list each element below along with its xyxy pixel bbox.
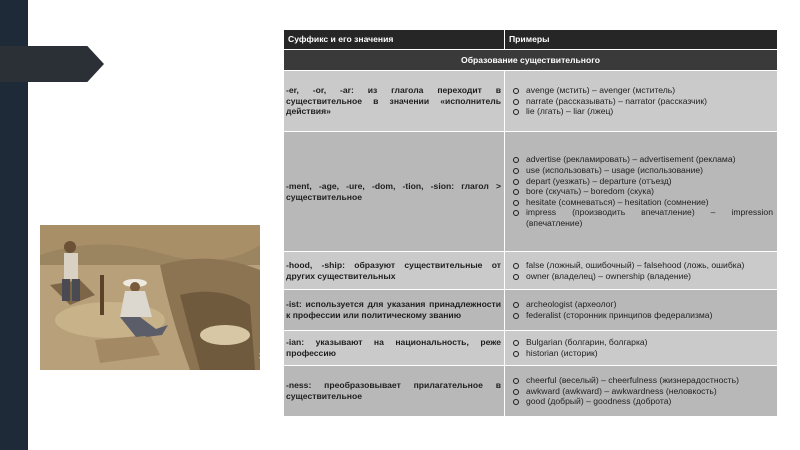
suffix-cell: -ment, -age, -ure, -dom, -tion, -sion: глагол > существительное: [284, 132, 505, 252]
list-item: false (ложный, ошибочный) – falsehood (ложь, ошибка): [513, 260, 773, 271]
list-item: impress (производить впечатление) – impression (впечатление): [513, 207, 773, 228]
suffix-cell: -er, -or, -ar: из глагола переходит в существительное в значении «исполнитель действия»: [284, 71, 505, 132]
examples-cell: [505, 331, 778, 366]
suffix-cell: -hood, -ship: образуют существительные от других существительных: [284, 252, 505, 290]
examples-list: [505, 296, 777, 323]
list-item: historian (историк): [513, 348, 773, 359]
excavation-photo: [40, 225, 260, 370]
list-item: cheerful (веселый) – cheerfulness (жизнерадостность): [513, 375, 773, 386]
header-suffix: Суффикс и его значения: [284, 30, 505, 50]
header-examples: Примеры: [505, 30, 778, 50]
list-item: federalist (сторонник принципов федерализма): [513, 310, 773, 321]
list-item: avenge (мстить) – avenger (мститель): [513, 85, 773, 96]
excavation-photo-image: [40, 225, 260, 370]
examples-list: [505, 372, 777, 410]
list-item: use (использовать) – usage (использование): [513, 165, 773, 176]
list-item: hesitate (сомневаться) – hesitation (сомнение): [513, 197, 773, 208]
suffix-cell: -ian: указывают на национальность, реже профессию: [284, 331, 505, 366]
suffix-cell: -ness: преобразовывает прилагательное в существительное: [284, 366, 505, 417]
table-row: [284, 366, 778, 417]
list-item: archeologist (археолог): [513, 299, 773, 310]
table-header-row: [284, 30, 778, 50]
list-item: lie (лгать) – liar (лжец): [513, 106, 773, 117]
examples-cell: [505, 132, 778, 252]
list-item: bore (скучать) – boredom (скука): [513, 186, 773, 197]
examples-list: [505, 334, 777, 361]
section-title: Образование существительного: [284, 50, 778, 71]
slide-number: 3: [259, 351, 265, 361]
examples-cell: [505, 290, 778, 331]
examples-cell: [505, 366, 778, 417]
arrow-shape: [0, 46, 104, 82]
list-item: advertise (рекламировать) – advertisement (реклама): [513, 154, 773, 165]
examples-list: [505, 257, 777, 284]
suffix-table: [283, 29, 778, 417]
table-row: [284, 252, 778, 290]
list-item: awkward (awkward) – awkwardness (неловкость): [513, 386, 773, 397]
table-row: [284, 290, 778, 331]
list-item: depart (уезжать) – departure (отъезд): [513, 176, 773, 187]
examples-list: [505, 151, 777, 231]
list-item: good (добрый) – goodness (доброта): [513, 396, 773, 407]
list-item: Bulgarian (болгарин, болгарка): [513, 337, 773, 348]
section-row: [284, 50, 778, 71]
examples-cell: [505, 252, 778, 290]
examples-cell: [505, 71, 778, 132]
table-row: [284, 71, 778, 132]
list-item: owner (владелец) – ownership (владение): [513, 271, 773, 282]
table-row: [284, 331, 778, 366]
suffix-cell: -ist: используется для указания принадлежности к профессии или политическому званию: [284, 290, 505, 331]
table-row: [284, 132, 778, 252]
list-item: narrate (рассказывать) – narrator (рассказчик): [513, 96, 773, 107]
examples-list: [505, 82, 777, 120]
